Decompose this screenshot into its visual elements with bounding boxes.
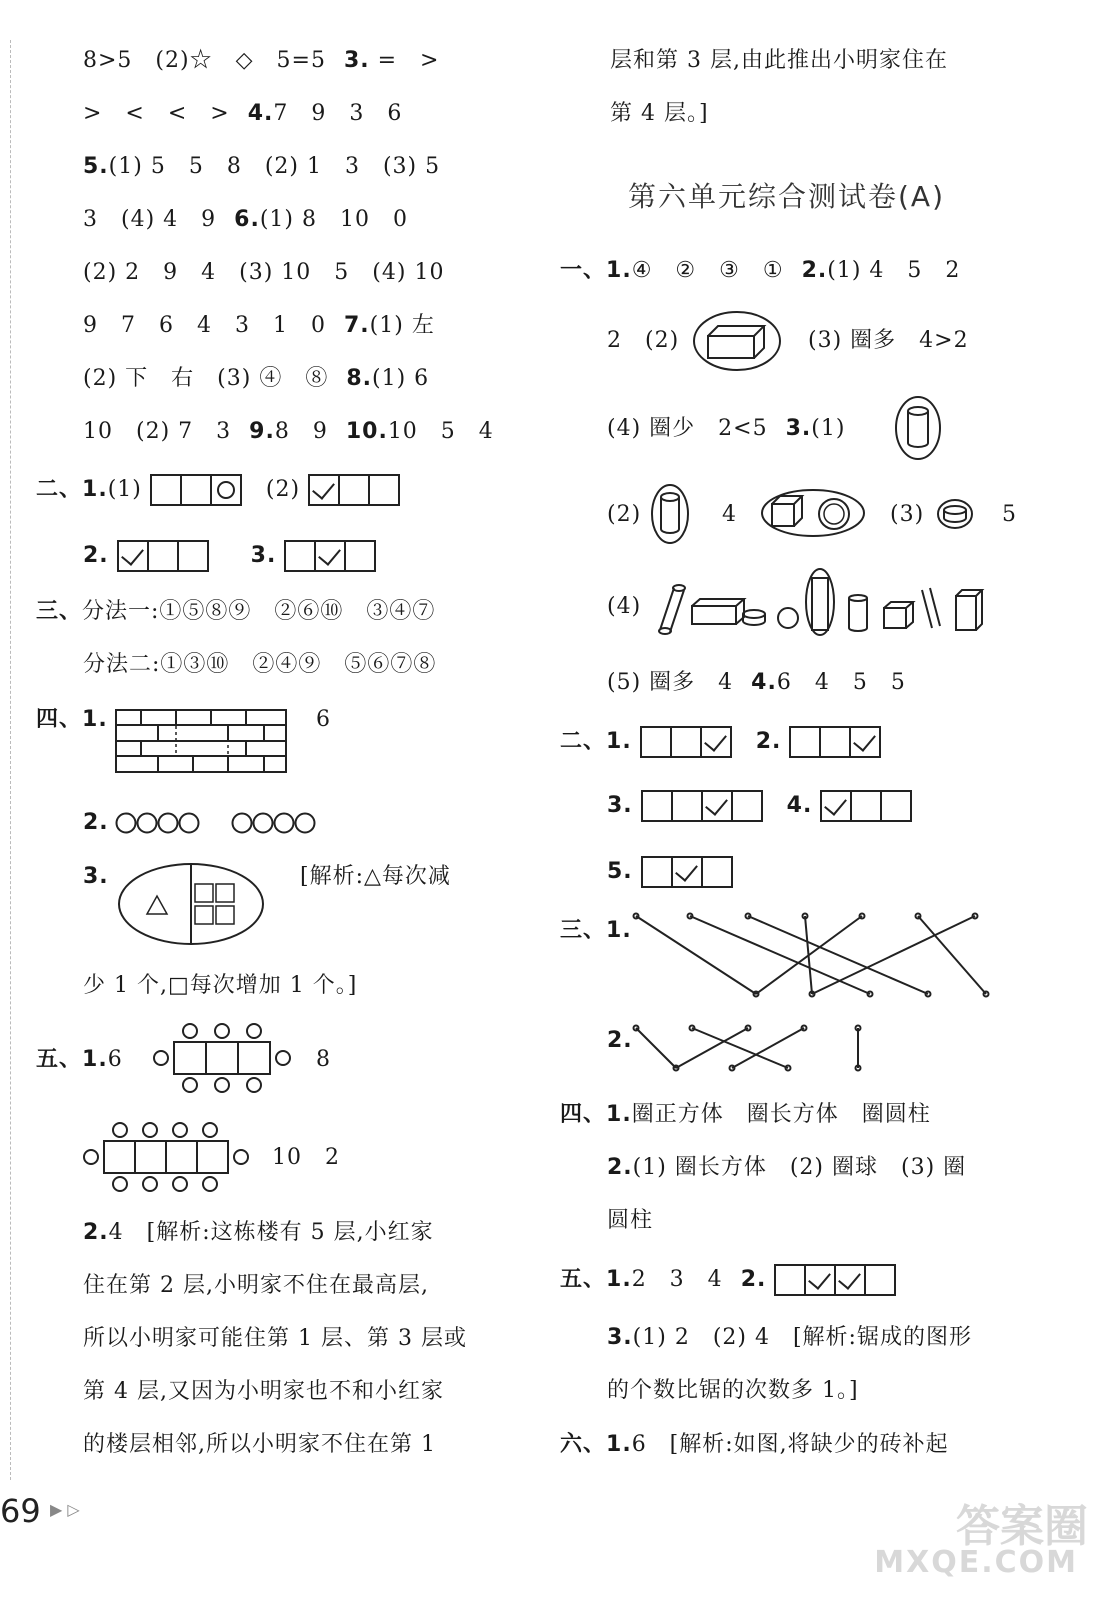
left-margin-rule [10,40,11,1480]
left-sec4-line2: 2. [83,810,109,835]
answer-box-circle [210,474,242,506]
circled-disc-figure [936,498,974,530]
right-line-1: 层和第 3 层,由此推出小明家住在 [610,48,948,73]
answer-box-check [117,540,149,572]
answer-box [789,726,821,758]
right-sec1-line1: 一、1.④ ② ③ ① 2.(1) 4 5 2 [560,258,961,283]
right-sec1-line4b: 4 [722,502,737,527]
left-para-line1: 2.4 [解析:这栋楼有 5 层,小红家 [83,1220,434,1245]
left-sec2-line1: 二、1.(1) (2) [36,474,398,506]
unit-test-title: 第六单元综合测试卷(A) [628,180,946,213]
watermark-url: MXQE.COM [874,1545,1078,1580]
answer-box [701,856,733,888]
right-sec1-line4a: (2) [607,502,642,527]
answer-box [880,790,912,822]
right-sec1-line3: (4) 圈少 2<5 3.(1) [607,416,846,441]
left-line-2: > < < > 4.7 9 3 6 [83,101,403,126]
left-sec5-value2: 8 [316,1047,331,1072]
left-sec4-note1: [解析:△每次减 [300,864,451,889]
left-sec5-line1: 五、1.6 [36,1047,123,1072]
right-sec1-line4d: 5 [1002,502,1017,527]
circled-cylinder-figure [650,483,690,545]
answer-box-check [834,1264,866,1296]
answer-box-check [701,790,733,822]
answer-box-check [820,790,852,822]
right-sec1-line5: (4) [607,594,642,619]
circles-figure [115,812,320,836]
answer-box [147,540,179,572]
circled-cuboid-figure [692,310,782,372]
answer-box [671,790,703,822]
left-sec3-line1: 三、分法一:①⑤⑧⑨ ②⑥⑩ ③④⑦ [36,599,436,624]
right-sec5-line2: 3.(1) 2 (2) 4 [解析:锯成的图形 [607,1325,972,1350]
page-number: 69 [0,1492,41,1530]
answer-box-check [314,540,346,572]
watermark-logo: 答案圈 [956,1501,1088,1552]
right-sec1-line2a: 2 (2) [607,328,680,353]
solid-shapes-row-figure [654,568,984,638]
right-sec2-line2: 3. 4. [607,790,910,822]
right-sec5-line1: 五、1.2 3 4 2. [560,1264,894,1296]
left-line-8: 10 (2) 7 3 9.8 9 10.10 5 4 [83,419,494,444]
left-line-4: 3 (4) 4 9 6.(1) 8 10 0 [83,207,408,232]
left-sec3-line2: 分法二:①③⑩ ②④⑨ ⑤⑥⑦⑧ [83,652,437,677]
right-sec3-line1: 三、1. [560,918,632,943]
answer-box [177,540,209,572]
left-line-6: 9 7 6 4 3 1 0 7.(1) 左 [83,313,435,338]
left-sec4-line1: 四、1. [36,707,108,732]
left-para-line5: 的楼层相邻,所以小明家不住在第 1 [83,1432,436,1457]
right-sec1-line2b: (3) 圈多 4>2 [808,328,969,353]
left-para-line2: 住在第 2 层,小明家不住在最高层, [83,1273,429,1298]
answer-box [338,474,370,506]
answer-box [774,1264,806,1296]
table-chairs-figure-1 [152,1022,292,1094]
answer-box-check [308,474,340,506]
matching-lines-figure-2 [632,1022,864,1074]
right-sec2-line1: 二、1. 2. [560,726,879,758]
left-line-1: 8>5 (2)☆ ◇ 5=5 3. = > [83,48,440,73]
answer-box-check [804,1264,836,1296]
right-sec1-line4c: (3) [890,502,925,527]
answer-box [731,790,763,822]
left-sec4-line3: 3. [83,864,109,889]
brick-wall-figure [116,710,286,772]
right-sec1-line6: (5) 圈多 4 4.6 4 5 5 [607,670,906,695]
right-sec4-line3: 圆柱 [607,1208,654,1233]
answer-box [670,726,702,758]
circled-cube-sphere-figure [760,488,866,538]
right-sec6-line1: 六、1.6 [解析:如图,将缺少的砖补起 [560,1432,949,1457]
answer-box [368,474,400,506]
answer-box-check [849,726,881,758]
left-line-3: 5.(1) 5 5 8 (2) 1 3 (3) 5 [83,154,441,179]
answer-box [640,726,672,758]
answer-box-check [700,726,732,758]
left-sec2-line2: 2. 3. [83,540,374,572]
matching-lines-figure-1 [630,910,990,1002]
left-sec4-note2: 少 1 个,□每次增加 1 个。] [83,973,358,998]
answer-box [284,540,316,572]
answer-box [180,474,212,506]
answer-box [344,540,376,572]
circled-cylinder-figure [894,395,942,461]
right-sec4-line1: 四、1.圈正方体 圈长方体 圈圆柱 [560,1102,931,1127]
table-chairs-figure-2 [82,1121,252,1193]
left-para-line4: 第 4 层,又因为小明家也不和小红家 [83,1379,444,1404]
left-line-7: (2) 下 右 (3) ④ ⑧ 8.(1) 6 [83,366,430,391]
right-sec2-line3: 5. [607,856,731,888]
page-arrows-icon: ▶ ▷ [50,1500,80,1519]
left-sec5-value3: 10 2 [272,1145,340,1170]
left-para-line3: 所以小明家可能住第 1 层、第 3 层或 [83,1326,467,1351]
answer-box [819,726,851,758]
oval-pattern-figure [117,862,265,946]
right-sec3-line2: 2. [607,1028,633,1053]
left-sec4-value: 6 [316,707,331,732]
right-sec5-line3: 的个数比锯的次数多 1。] [607,1378,859,1403]
answer-box [864,1264,896,1296]
answer-box-check [671,856,703,888]
answer-box [641,856,673,888]
right-sec4-line2: 2.(1) 圈长方体 (2) 圈球 (3) 圈 [607,1155,967,1180]
left-line-5: (2) 2 9 4 (3) 10 5 (4) 10 [83,260,445,285]
answer-box [850,790,882,822]
answer-box [150,474,182,506]
right-line-2: 第 4 层。] [610,101,709,126]
answer-box [641,790,673,822]
